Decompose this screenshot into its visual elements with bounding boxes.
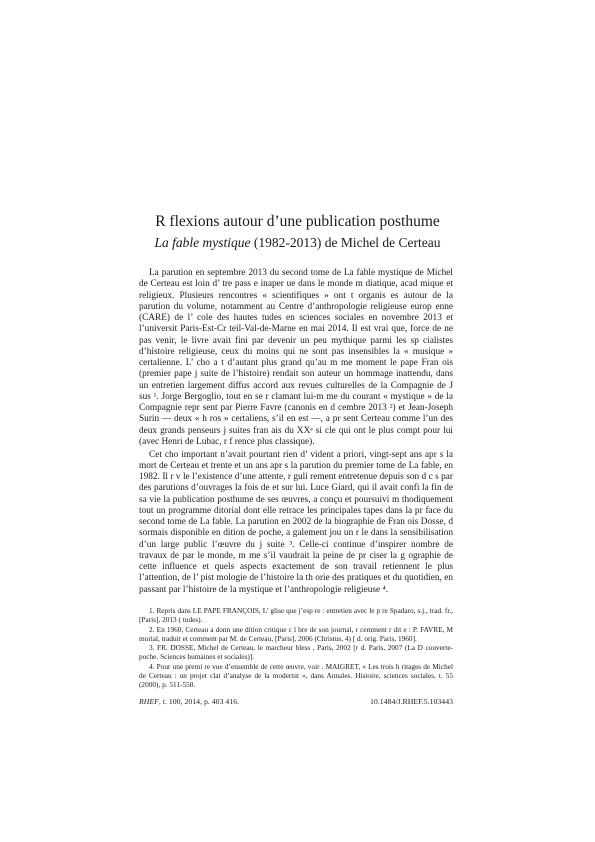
doi-label: 10.1484/J.RHEF.5.103443 (370, 697, 453, 706)
footnote-4: 4. Pour une premi re vue d’ensemble de cette œuvre, voir . MAIGRET, « Les trois h ritages de Michel de Certeau : un projet clat d’analyse de la modernit », dans Annales. Histoire, sciences sociales, t. 55 (2000), p. 511-550. (139, 662, 453, 690)
body-paragraph-2: Cet cho important n’avait pourtant rien d’ vident a priori, vingt-sept ans apr s la mort de Certeau et trente et un ans apr s la parution du premier tome de La fable, en 1982. Il r v le l’existence d’une attente, r guli rement entretenue depuis son d c s par des parutions d’ouvrages la fois de et sur lui. Luce Giard, qui il avait confi la fin de sa vie la publication posthume de ses œuvres, a conçu et poursuivi m thodiquement tout un programme ditorial dont elle retrace les principales tapes dans la pr face du second tome de La fable. La parution en 2002 de la biographie de Fran ois Dosse, d sormais disponible en dition de poche, a galement jou un r le dans la sensibilisation d’un large public l’œuvre du j suite ³. Celle-ci continue d’inspirer nombre de travaux de par le monde, m me s’il vaudrait la peine de pr ciser la g ographie de cette influence et quels aspects exactement de son travail retiennent le plus l’attention, de l’ pist mologie de l’histoire la th orie des pratiques et du quotidien, en passant par l’histoire de la mystique et l’anthropologie religieuse ⁴. (139, 449, 453, 595)
footnote-3: 3. FR. DOSSE, Michel de Certeau, le marcheur bless , Paris, 2002 [r d. Paris, 2007 (La D couverte-poche. Sciences humaines et sociales)]. (139, 643, 453, 662)
journal-abbrev: RHEF (139, 697, 159, 706)
article-subtitle (110, 235, 485, 251)
page-footer (139, 697, 453, 707)
footnotes (139, 606, 453, 689)
citation-details: , t. 100, 2014, p. 403 416. (158, 697, 240, 706)
article-title-text: R flexions autour d’une publication posthume (155, 213, 440, 230)
footnote-1: 1. Repris dans LE PAPE FRANÇOIS, L’ glise que j’esp re : entretien avec le p re Spadaro, s.j., trad. fr., [Paris], 2013 ( tudes). (139, 606, 453, 625)
body-paragraph-1: La parution en septembre 2013 du second tome de La fable mystique de Michel de Certeau est loin d’ tre pass e inaper ue dans le monde m diatique, acad mique et religieux. Plusieurs rencontres « scientifiques » ont t organis es autour de la parution du volume, notamment au Centre d’anthropologie religieuse europ enne (CARE) de l’ cole des hautes tudes en sciences sociales en novembre 2013 et l’universit Paris-Est-Cr teil-Val-de-Marne en mai 2014. Il est vrai que, force de ne pas venir, le livre avait fini par devenir un peu mythique parmi les sp cialistes d’histoire religieuse, ceux du moins qui ne sont pas insensibles la « musique » certalienne. L’ cho a t d’autant plus grand qu’au m me moment le pape Fran ois (premier pape j suite de l’histoire) rendait son auteur un hommage inattendu, dans un entretien largement diffus accord aux revues culturelles de la Compagnie de J sus ¹. Jorge Bergoglio, tout en se r clamant lui-m me du courant « mystique » de la Compagnie repr sent par Pierre Favre (canonis en d cembre 2013 ²) et Jean-Joseph Surin — deux « h ros » certaliens, s’il en est —, a pr sent Certeau comme l’un des deux grands penseurs j suites fran ais du XXᵉ si cle qui ont le plus compt pour lui (avec Henri de Lubac, r f rence plus classique). (139, 268, 453, 447)
footnote-2: 2. En 1960, Certeau a donn une dition critique c l bre de son journal, r cemment r dit e : P. FAVRE, M morial, traduit et comment par M. de Certeau, [Paris], 2006 (Christus, 4) [ d. orig. Paris, 1960]. (139, 624, 453, 643)
article-body (139, 268, 453, 596)
subtitle-book-title: La fable mystique (154, 235, 251, 250)
article-title (110, 213, 485, 231)
subtitle-rest: (1982-2013) de Michel de Certeau (250, 235, 441, 250)
journal-citation (139, 697, 239, 707)
